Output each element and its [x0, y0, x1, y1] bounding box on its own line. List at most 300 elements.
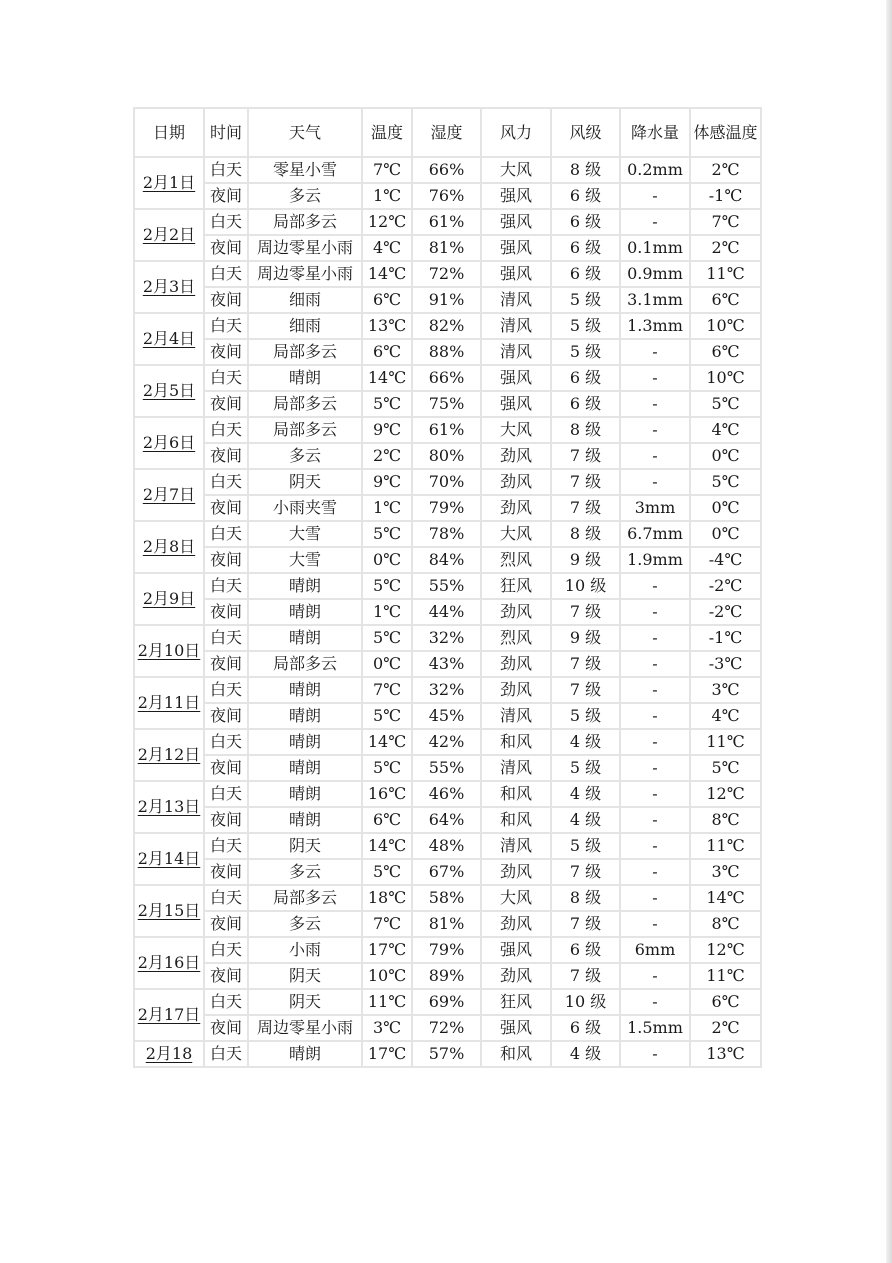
humidity-cell: 43% — [412, 651, 481, 677]
feels-like-cell: 10℃ — [690, 365, 761, 391]
temperature-cell: 6℃ — [362, 807, 412, 833]
wind-level-cell: 9 级 — [551, 625, 620, 651]
wind-level-cell: 6 级 — [551, 391, 620, 417]
time-cell: 白天 — [204, 157, 248, 183]
temperature-cell: 1℃ — [362, 599, 412, 625]
humidity-cell: 32% — [412, 677, 481, 703]
weather-cell: 阴天 — [248, 469, 362, 495]
time-cell: 白天 — [204, 469, 248, 495]
time-cell: 白天 — [204, 261, 248, 287]
time-cell: 夜间 — [204, 651, 248, 677]
time-cell: 夜间 — [204, 1015, 248, 1041]
precipitation-cell: 0.9mm — [620, 261, 690, 287]
precipitation-cell: - — [620, 1041, 690, 1067]
time-cell: 白天 — [204, 729, 248, 755]
weather-cell: 细雨 — [248, 287, 362, 313]
humidity-cell: 72% — [412, 1015, 481, 1041]
weather-cell: 晴朗 — [248, 781, 362, 807]
weather-cell: 晴朗 — [248, 755, 362, 781]
table-row — [134, 287, 761, 313]
precipitation-cell: 6mm — [620, 937, 690, 963]
humidity-cell: 55% — [412, 573, 481, 599]
wind-cell: 劲风 — [481, 495, 551, 521]
humidity-cell: 48% — [412, 833, 481, 859]
weather-cell: 零星小雪 — [248, 157, 362, 183]
temperature-cell: 14℃ — [362, 365, 412, 391]
table-row — [134, 209, 761, 235]
wind-cell: 和风 — [481, 781, 551, 807]
feels-like-cell: 0℃ — [690, 521, 761, 547]
feels-like-cell: 0℃ — [690, 443, 761, 469]
temperature-cell: 10℃ — [362, 963, 412, 989]
table-row — [134, 391, 761, 417]
feels-like-cell: 12℃ — [690, 937, 761, 963]
table-body — [134, 157, 761, 1067]
weather-cell: 小雨 — [248, 937, 362, 963]
precipitation-cell: 3mm — [620, 495, 690, 521]
time-cell: 夜间 — [204, 443, 248, 469]
table-row — [134, 963, 761, 989]
wind-cell: 清风 — [481, 755, 551, 781]
wind-level-cell: 7 级 — [551, 677, 620, 703]
temperature-cell: 11℃ — [362, 989, 412, 1015]
humidity-cell: 45% — [412, 703, 481, 729]
wind-level-cell: 7 级 — [551, 469, 620, 495]
precipitation-cell: - — [620, 573, 690, 599]
time-cell: 白天 — [204, 989, 248, 1015]
humidity-cell: 32% — [412, 625, 481, 651]
time-cell: 夜间 — [204, 547, 248, 573]
time-cell: 夜间 — [204, 183, 248, 209]
weather-cell: 多云 — [248, 859, 362, 885]
temperature-cell: 5℃ — [362, 703, 412, 729]
feels-like-cell: 6℃ — [690, 287, 761, 313]
temperature-cell: 5℃ — [362, 625, 412, 651]
wind-level-cell: 7 级 — [551, 443, 620, 469]
header-feels-like: 体感温度 — [690, 108, 761, 157]
date-cell: 2月6日 — [134, 417, 204, 469]
date-cell: 2月12日 — [134, 729, 204, 781]
feels-like-cell: -1℃ — [690, 625, 761, 651]
precipitation-cell: - — [620, 807, 690, 833]
header-humidity: 湿度 — [412, 108, 481, 157]
wind-level-cell: 8 级 — [551, 885, 620, 911]
wind-cell: 烈风 — [481, 547, 551, 573]
weather-cell: 局部多云 — [248, 209, 362, 235]
feels-like-cell: -3℃ — [690, 651, 761, 677]
wind-level-cell: 6 级 — [551, 235, 620, 261]
temperature-cell: 7℃ — [362, 911, 412, 937]
table-row — [134, 989, 761, 1015]
precipitation-cell: - — [620, 677, 690, 703]
temperature-cell: 0℃ — [362, 547, 412, 573]
temperature-cell: 16℃ — [362, 781, 412, 807]
time-cell: 夜间 — [204, 599, 248, 625]
wind-level-cell: 6 级 — [551, 937, 620, 963]
time-cell: 白天 — [204, 833, 248, 859]
weather-cell: 局部多云 — [248, 339, 362, 365]
precipitation-cell: 1.5mm — [620, 1015, 690, 1041]
wind-cell: 清风 — [481, 833, 551, 859]
temperature-cell: 3℃ — [362, 1015, 412, 1041]
feels-like-cell: 4℃ — [690, 703, 761, 729]
time-cell: 夜间 — [204, 339, 248, 365]
wind-cell: 劲风 — [481, 677, 551, 703]
wind-cell: 清风 — [481, 287, 551, 313]
feels-like-cell: 13℃ — [690, 1041, 761, 1067]
wind-cell: 强风 — [481, 937, 551, 963]
humidity-cell: 61% — [412, 209, 481, 235]
header-date: 日期 — [134, 108, 204, 157]
wind-level-cell: 6 级 — [551, 365, 620, 391]
time-cell: 白天 — [204, 417, 248, 443]
wind-cell: 劲风 — [481, 443, 551, 469]
weather-cell: 阴天 — [248, 989, 362, 1015]
wind-cell: 劲风 — [481, 599, 551, 625]
wind-cell: 烈风 — [481, 625, 551, 651]
wind-cell: 劲风 — [481, 469, 551, 495]
temperature-cell: 7℃ — [362, 157, 412, 183]
humidity-cell: 89% — [412, 963, 481, 989]
time-cell: 白天 — [204, 209, 248, 235]
humidity-cell: 76% — [412, 183, 481, 209]
time-cell: 白天 — [204, 1041, 248, 1067]
temperature-cell: 4℃ — [362, 235, 412, 261]
feels-like-cell: 6℃ — [690, 339, 761, 365]
precipitation-cell: 6.7mm — [620, 521, 690, 547]
weather-cell: 晴朗 — [248, 365, 362, 391]
wind-cell: 劲风 — [481, 859, 551, 885]
table-row — [134, 651, 761, 677]
humidity-cell: 55% — [412, 755, 481, 781]
temperature-cell: 9℃ — [362, 469, 412, 495]
humidity-cell: 46% — [412, 781, 481, 807]
temperature-cell: 17℃ — [362, 937, 412, 963]
table-row — [134, 261, 761, 287]
feels-like-cell: 11℃ — [690, 729, 761, 755]
temperature-cell: 5℃ — [362, 521, 412, 547]
precipitation-cell: - — [620, 729, 690, 755]
feels-like-cell: 4℃ — [690, 417, 761, 443]
humidity-cell: 42% — [412, 729, 481, 755]
wind-level-cell: 7 级 — [551, 495, 620, 521]
wind-level-cell: 9 级 — [551, 547, 620, 573]
temperature-cell: 5℃ — [362, 859, 412, 885]
wind-cell: 狂风 — [481, 989, 551, 1015]
weather-cell: 多云 — [248, 911, 362, 937]
date-cell: 2月17日 — [134, 989, 204, 1041]
humidity-cell: 66% — [412, 365, 481, 391]
humidity-cell: 75% — [412, 391, 481, 417]
wind-level-cell: 5 级 — [551, 313, 620, 339]
table-row — [134, 859, 761, 885]
precipitation-cell: - — [620, 989, 690, 1015]
weather-cell: 晴朗 — [248, 729, 362, 755]
precipitation-cell: - — [620, 703, 690, 729]
feels-like-cell: -2℃ — [690, 599, 761, 625]
wind-cell: 和风 — [481, 729, 551, 755]
weather-cell: 周边零星小雨 — [248, 261, 362, 287]
feels-like-cell: 8℃ — [690, 807, 761, 833]
time-cell: 夜间 — [204, 807, 248, 833]
wind-level-cell: 7 级 — [551, 963, 620, 989]
table-row — [134, 781, 761, 807]
weather-cell: 细雨 — [248, 313, 362, 339]
feels-like-cell: 3℃ — [690, 677, 761, 703]
humidity-cell: 70% — [412, 469, 481, 495]
date-cell: 2月3日 — [134, 261, 204, 313]
weather-table — [133, 107, 762, 1068]
precipitation-cell: - — [620, 599, 690, 625]
date-cell: 2月1日 — [134, 157, 204, 209]
temperature-cell: 17℃ — [362, 1041, 412, 1067]
wind-level-cell: 8 级 — [551, 521, 620, 547]
feels-like-cell: 2℃ — [690, 157, 761, 183]
feels-like-cell: 6℃ — [690, 989, 761, 1015]
wind-level-cell: 10 级 — [551, 989, 620, 1015]
humidity-cell: 64% — [412, 807, 481, 833]
date-cell: 2月4日 — [134, 313, 204, 365]
feels-like-cell: 12℃ — [690, 781, 761, 807]
wind-cell: 强风 — [481, 235, 551, 261]
wind-level-cell: 6 级 — [551, 1015, 620, 1041]
precipitation-cell: - — [620, 391, 690, 417]
temperature-cell: 0℃ — [362, 651, 412, 677]
weather-cell: 大雪 — [248, 521, 362, 547]
wind-level-cell: 7 级 — [551, 859, 620, 885]
weather-cell: 晴朗 — [248, 573, 362, 599]
wind-cell: 强风 — [481, 365, 551, 391]
table-row — [134, 703, 761, 729]
time-cell: 白天 — [204, 781, 248, 807]
date-cell: 2月10日 — [134, 625, 204, 677]
wind-cell: 劲风 — [481, 911, 551, 937]
table-row — [134, 729, 761, 755]
wind-cell: 大风 — [481, 157, 551, 183]
wind-level-cell: 8 级 — [551, 417, 620, 443]
temperature-cell: 9℃ — [362, 417, 412, 443]
time-cell: 白天 — [204, 625, 248, 651]
header-wind: 风力 — [481, 108, 551, 157]
wind-cell: 大风 — [481, 521, 551, 547]
weather-cell: 晴朗 — [248, 1041, 362, 1067]
page-edge-shadow — [886, 0, 892, 1263]
feels-like-cell: 0℃ — [690, 495, 761, 521]
wind-cell: 强风 — [481, 391, 551, 417]
humidity-cell: 69% — [412, 989, 481, 1015]
precipitation-cell: - — [620, 339, 690, 365]
table-row — [134, 235, 761, 261]
header-weather: 天气 — [248, 108, 362, 157]
humidity-cell: 72% — [412, 261, 481, 287]
weather-cell: 小雨夹雪 — [248, 495, 362, 521]
feels-like-cell: 5℃ — [690, 755, 761, 781]
table-row — [134, 313, 761, 339]
humidity-cell: 58% — [412, 885, 481, 911]
wind-level-cell: 6 级 — [551, 209, 620, 235]
table-row — [134, 521, 761, 547]
time-cell: 白天 — [204, 521, 248, 547]
wind-level-cell: 7 级 — [551, 599, 620, 625]
precipitation-cell: 3.1mm — [620, 287, 690, 313]
precipitation-cell: 1.3mm — [620, 313, 690, 339]
wind-cell: 狂风 — [481, 573, 551, 599]
precipitation-cell: - — [620, 859, 690, 885]
weather-cell: 阴天 — [248, 833, 362, 859]
humidity-cell: 66% — [412, 157, 481, 183]
temperature-cell: 18℃ — [362, 885, 412, 911]
feels-like-cell: -2℃ — [690, 573, 761, 599]
feels-like-cell: 2℃ — [690, 235, 761, 261]
weather-cell: 大雪 — [248, 547, 362, 573]
feels-like-cell: 3℃ — [690, 859, 761, 885]
wind-cell: 强风 — [481, 183, 551, 209]
precipitation-cell: - — [620, 963, 690, 989]
header-row — [134, 108, 761, 157]
weather-cell: 周边零星小雨 — [248, 235, 362, 261]
feels-like-cell: 5℃ — [690, 469, 761, 495]
precipitation-cell: - — [620, 781, 690, 807]
humidity-cell: 82% — [412, 313, 481, 339]
wind-level-cell: 5 级 — [551, 755, 620, 781]
time-cell: 夜间 — [204, 911, 248, 937]
humidity-cell: 57% — [412, 1041, 481, 1067]
time-cell: 夜间 — [204, 963, 248, 989]
wind-cell: 大风 — [481, 885, 551, 911]
table-row — [134, 911, 761, 937]
weather-cell: 多云 — [248, 183, 362, 209]
precipitation-cell: - — [620, 625, 690, 651]
table-row — [134, 1041, 761, 1067]
table-row — [134, 443, 761, 469]
feels-like-cell: 11℃ — [690, 833, 761, 859]
temperature-cell: 6℃ — [362, 287, 412, 313]
humidity-cell: 79% — [412, 495, 481, 521]
humidity-cell: 84% — [412, 547, 481, 573]
table-row — [134, 547, 761, 573]
temperature-cell: 6℃ — [362, 339, 412, 365]
weather-cell: 局部多云 — [248, 417, 362, 443]
weather-cell: 周边零星小雨 — [248, 1015, 362, 1041]
table-row — [134, 1015, 761, 1041]
wind-cell: 清风 — [481, 703, 551, 729]
temperature-cell: 14℃ — [362, 833, 412, 859]
precipitation-cell: - — [620, 885, 690, 911]
table-row — [134, 599, 761, 625]
precipitation-cell: 0.2mm — [620, 157, 690, 183]
temperature-cell: 1℃ — [362, 495, 412, 521]
date-cell: 2月7日 — [134, 469, 204, 521]
time-cell: 夜间 — [204, 287, 248, 313]
date-cell: 2月11日 — [134, 677, 204, 729]
wind-cell: 和风 — [481, 1041, 551, 1067]
wind-level-cell: 6 级 — [551, 261, 620, 287]
humidity-cell: 88% — [412, 339, 481, 365]
wind-level-cell: 5 级 — [551, 833, 620, 859]
feels-like-cell: 14℃ — [690, 885, 761, 911]
wind-cell: 和风 — [481, 807, 551, 833]
precipitation-cell: - — [620, 911, 690, 937]
table-row — [134, 573, 761, 599]
time-cell: 白天 — [204, 937, 248, 963]
date-cell: 2月5日 — [134, 365, 204, 417]
precipitation-cell: - — [620, 443, 690, 469]
wind-cell: 强风 — [481, 1015, 551, 1041]
weather-cell: 局部多云 — [248, 651, 362, 677]
wind-cell: 清风 — [481, 339, 551, 365]
humidity-cell: 44% — [412, 599, 481, 625]
feels-like-cell: 11℃ — [690, 261, 761, 287]
date-cell: 2月2日 — [134, 209, 204, 261]
wind-level-cell: 8 级 — [551, 157, 620, 183]
time-cell: 白天 — [204, 313, 248, 339]
time-cell: 夜间 — [204, 703, 248, 729]
precipitation-cell: 0.1mm — [620, 235, 690, 261]
wind-cell: 劲风 — [481, 651, 551, 677]
temperature-cell: 12℃ — [362, 209, 412, 235]
precipitation-cell: - — [620, 755, 690, 781]
date-cell: 2月13日 — [134, 781, 204, 833]
table-row — [134, 755, 761, 781]
time-cell: 白天 — [204, 677, 248, 703]
time-cell: 夜间 — [204, 235, 248, 261]
temperature-cell: 14℃ — [362, 729, 412, 755]
wind-level-cell: 6 级 — [551, 183, 620, 209]
weather-cell: 阴天 — [248, 963, 362, 989]
table-row — [134, 885, 761, 911]
wind-cell: 强风 — [481, 209, 551, 235]
humidity-cell: 81% — [412, 235, 481, 261]
wind-level-cell: 4 级 — [551, 729, 620, 755]
weather-cell: 晴朗 — [248, 599, 362, 625]
feels-like-cell: 10℃ — [690, 313, 761, 339]
feels-like-cell: 5℃ — [690, 391, 761, 417]
table-row — [134, 677, 761, 703]
temperature-cell: 5℃ — [362, 573, 412, 599]
wind-level-cell: 7 级 — [551, 651, 620, 677]
time-cell: 白天 — [204, 365, 248, 391]
humidity-cell: 78% — [412, 521, 481, 547]
date-cell: 2月18 — [134, 1041, 204, 1067]
date-cell: 2月9日 — [134, 573, 204, 625]
time-cell: 白天 — [204, 573, 248, 599]
date-cell: 2月16日 — [134, 937, 204, 989]
table-row — [134, 183, 761, 209]
time-cell: 白天 — [204, 885, 248, 911]
wind-level-cell: 4 级 — [551, 807, 620, 833]
feels-like-cell: 7℃ — [690, 209, 761, 235]
temperature-cell: 2℃ — [362, 443, 412, 469]
precipitation-cell: - — [620, 365, 690, 391]
wind-level-cell: 4 级 — [551, 781, 620, 807]
table-row — [134, 495, 761, 521]
table-row — [134, 157, 761, 183]
weather-cell: 局部多云 — [248, 391, 362, 417]
table-row — [134, 625, 761, 651]
humidity-cell: 67% — [412, 859, 481, 885]
feels-like-cell: -1℃ — [690, 183, 761, 209]
time-cell: 夜间 — [204, 391, 248, 417]
temperature-cell: 5℃ — [362, 755, 412, 781]
weather-cell: 多云 — [248, 443, 362, 469]
humidity-cell: 79% — [412, 937, 481, 963]
wind-level-cell: 10 级 — [551, 573, 620, 599]
header-precipitation: 降水量 — [620, 108, 690, 157]
precipitation-cell: - — [620, 833, 690, 859]
date-cell: 2月15日 — [134, 885, 204, 937]
temperature-cell: 14℃ — [362, 261, 412, 287]
humidity-cell: 81% — [412, 911, 481, 937]
